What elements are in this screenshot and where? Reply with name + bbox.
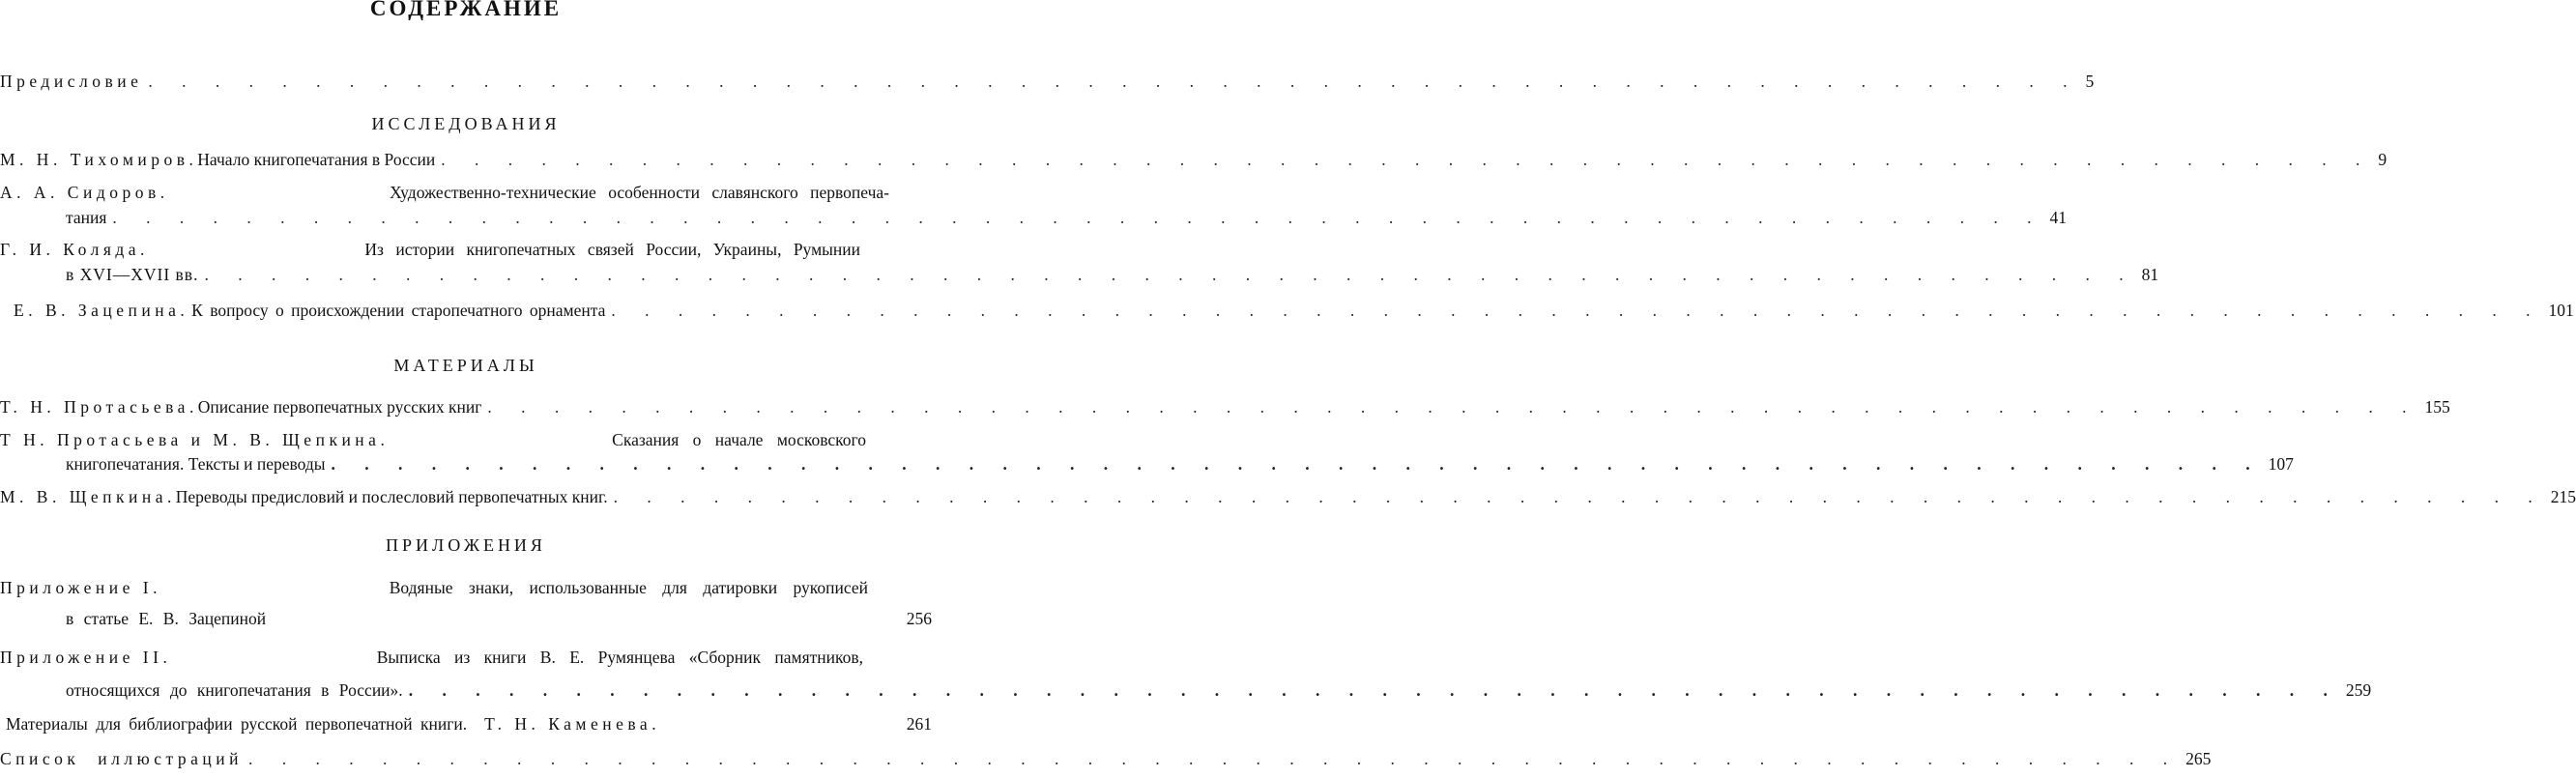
entry-label: Приложение I. [0,578,162,597]
dot-leader: . . . . . . . . . . . . . . . . . . . . . . . . . . . . . . . . . . . . . . . . . . . . . . . . . . . . . . . . . . [247,749,2181,768]
toc-entry-shchepkina[interactable] [0,487,2576,516]
dot-leader: . . . . . . . . . . . . . . . . . . . . . . . . . . . . . . . . . . . . . . . . . . . . . . . . . . . . . . . . . . [611,301,2543,320]
toc-entry-zatsepina[interactable] [14,301,2574,330]
dot-leader: . . . . . . . . . . . . . . . . . . . . . . . . . . . . . . . . . . . . . . . . . . . . . . . . . . . . . . . . . . [408,680,2340,700]
page-number: 261 [906,714,932,734]
dot-leader: . . . . . . . . . . . . . . . . . . . . . . . . . . . . . . . . . . . . . . . . . . . . . . . . . . . . . . . . . . [487,397,2419,417]
entry-author: Е. В. Зацепина [14,301,181,320]
entry-title: . Описание первопечатных русских книг [188,397,482,417]
toc-entry-sidorov-line2[interactable] [66,208,2068,237]
page-number: 107 [2268,454,2294,474]
entry-title-cont: в XVI—XVII вв. [66,265,199,284]
page-number: 41 [2049,208,2068,227]
entry-title: . Переводы предисловий и послесловий первопечатных книг. [167,487,608,506]
entry-author: Т. Н. Каменева. [484,714,661,734]
entry-title-cont: книгопечатания. Тексты и переводы [66,454,326,474]
section-heading-materials: МАТЕРИАЛЫ [393,356,538,375]
toc-entry-appendix1-line1[interactable] [0,578,868,607]
entry-title: . Начало книгопечатания в России [188,150,436,169]
section-heading-appendices: ПРИЛОЖЕНИЯ [386,535,546,555]
entry-author: Т. Н. Протасьева [0,397,189,417]
toc-entry-tikhomirov[interactable] [0,150,2388,179]
page-number: 259 [2345,680,2372,700]
entry-author: А. А. Сидоров. [0,183,169,202]
page-number: 5 [2085,72,2095,91]
entry-title-cont: в статье Е. В. Зацепиной [66,609,267,628]
entry-title: Художественно-технические особенности славянского первопеча- [390,183,889,202]
entry-label: Приложение II. [0,648,172,667]
entry-title-cont: относящихся до книгопечатания в России». [66,680,403,700]
toc-entry-protasieva-shchepkina-line2[interactable] [66,454,2294,483]
dot-leader: . . . . . . . . . . . . . . . . . . . . . . . . . . . . . . . . . . . . . . . . . . . . . . . . . . . . . . . . . . [613,487,2545,506]
page-title: СОДЕРЖАНИЕ [369,0,563,20]
page-number: 256 [906,609,932,628]
entry-label: Предисловие [0,72,143,91]
page-number: 81 [2141,265,2159,284]
page-number: 155 [2424,397,2450,417]
toc-entry-illustrations[interactable] [0,749,2212,778]
toc-entry-kolyada-line2[interactable] [66,265,2159,294]
entry-title: Водяные знаки, использованные для датировки рукописей [389,578,868,597]
entry-author: М. Н. Тихомиров [0,150,189,169]
entry-title: Материалы для библиографии русской первопечатной книги. [6,714,468,734]
entry-title: . К вопросу о происхождении старопечатного орнамента [180,301,606,320]
entry-author: М. В. Щепкина [0,487,168,506]
page-number: 101 [2548,301,2574,320]
dot-leader: . . . . . . . . . . . . . . . . . . . . . . . . . . . . . . . . . . . . . . . . . . . . . . . . . . . . . . . . . . [204,265,2136,284]
entry-title-cont: тания [66,208,107,227]
section-heading-research: ИССЛЕДОВАНИЯ [371,114,561,133]
page-number: 215 [2550,487,2576,506]
toc-entry-preface[interactable] [0,72,2095,101]
page-number: 9 [2378,150,2388,169]
entry-label: Список иллюстраций [0,749,243,768]
toc-entry-bibliography[interactable] [6,714,932,743]
dot-leader: . . . . . . . . . . . . . . . . . . . . . . . . . . . . . . . . . . . . . . . . . . . . . . . . . . . . . . . . . . [331,454,2263,474]
entry-author: Г. И. Коляда. [0,240,149,259]
entry-title: Выписка из книги В. Е. Румянцева «Сборник памятников, [376,648,863,667]
toc-entry-appendix2-line2[interactable] [66,680,2372,709]
entry-title: Из истории книгопечатных связей России, Украины, Румынии [364,240,860,259]
dot-leader: . . . . . . . . . . . . . . . . . . . . . . . . . . . . . . . . . . . . . . . . . . . . . . . . . . . . . . . . . . [148,72,2080,91]
toc-entry-appendix2-line1[interactable] [0,648,863,677]
dot-leader: . . . . . . . . . . . . . . . . . . . . . . . . . . . . . . . . . . . . . . . . . . . . . . . . . . . . . . . . . . [112,208,2044,227]
dot-leader: . . . . . . . . . . . . . . . . . . . . . . . . . . . . . . . . . . . . . . . . . . . . . . . . . . . . . . . . . . [441,150,2373,169]
toc-entry-appendix1-line2[interactable] [66,609,932,638]
toc-entry-protasieva[interactable] [0,397,2450,426]
entry-title: Сказания о начале московского [612,430,866,449]
page-number: 265 [2185,749,2212,768]
entry-author: Т Н. Протасьева и М. В. Щепкина. [0,430,390,449]
